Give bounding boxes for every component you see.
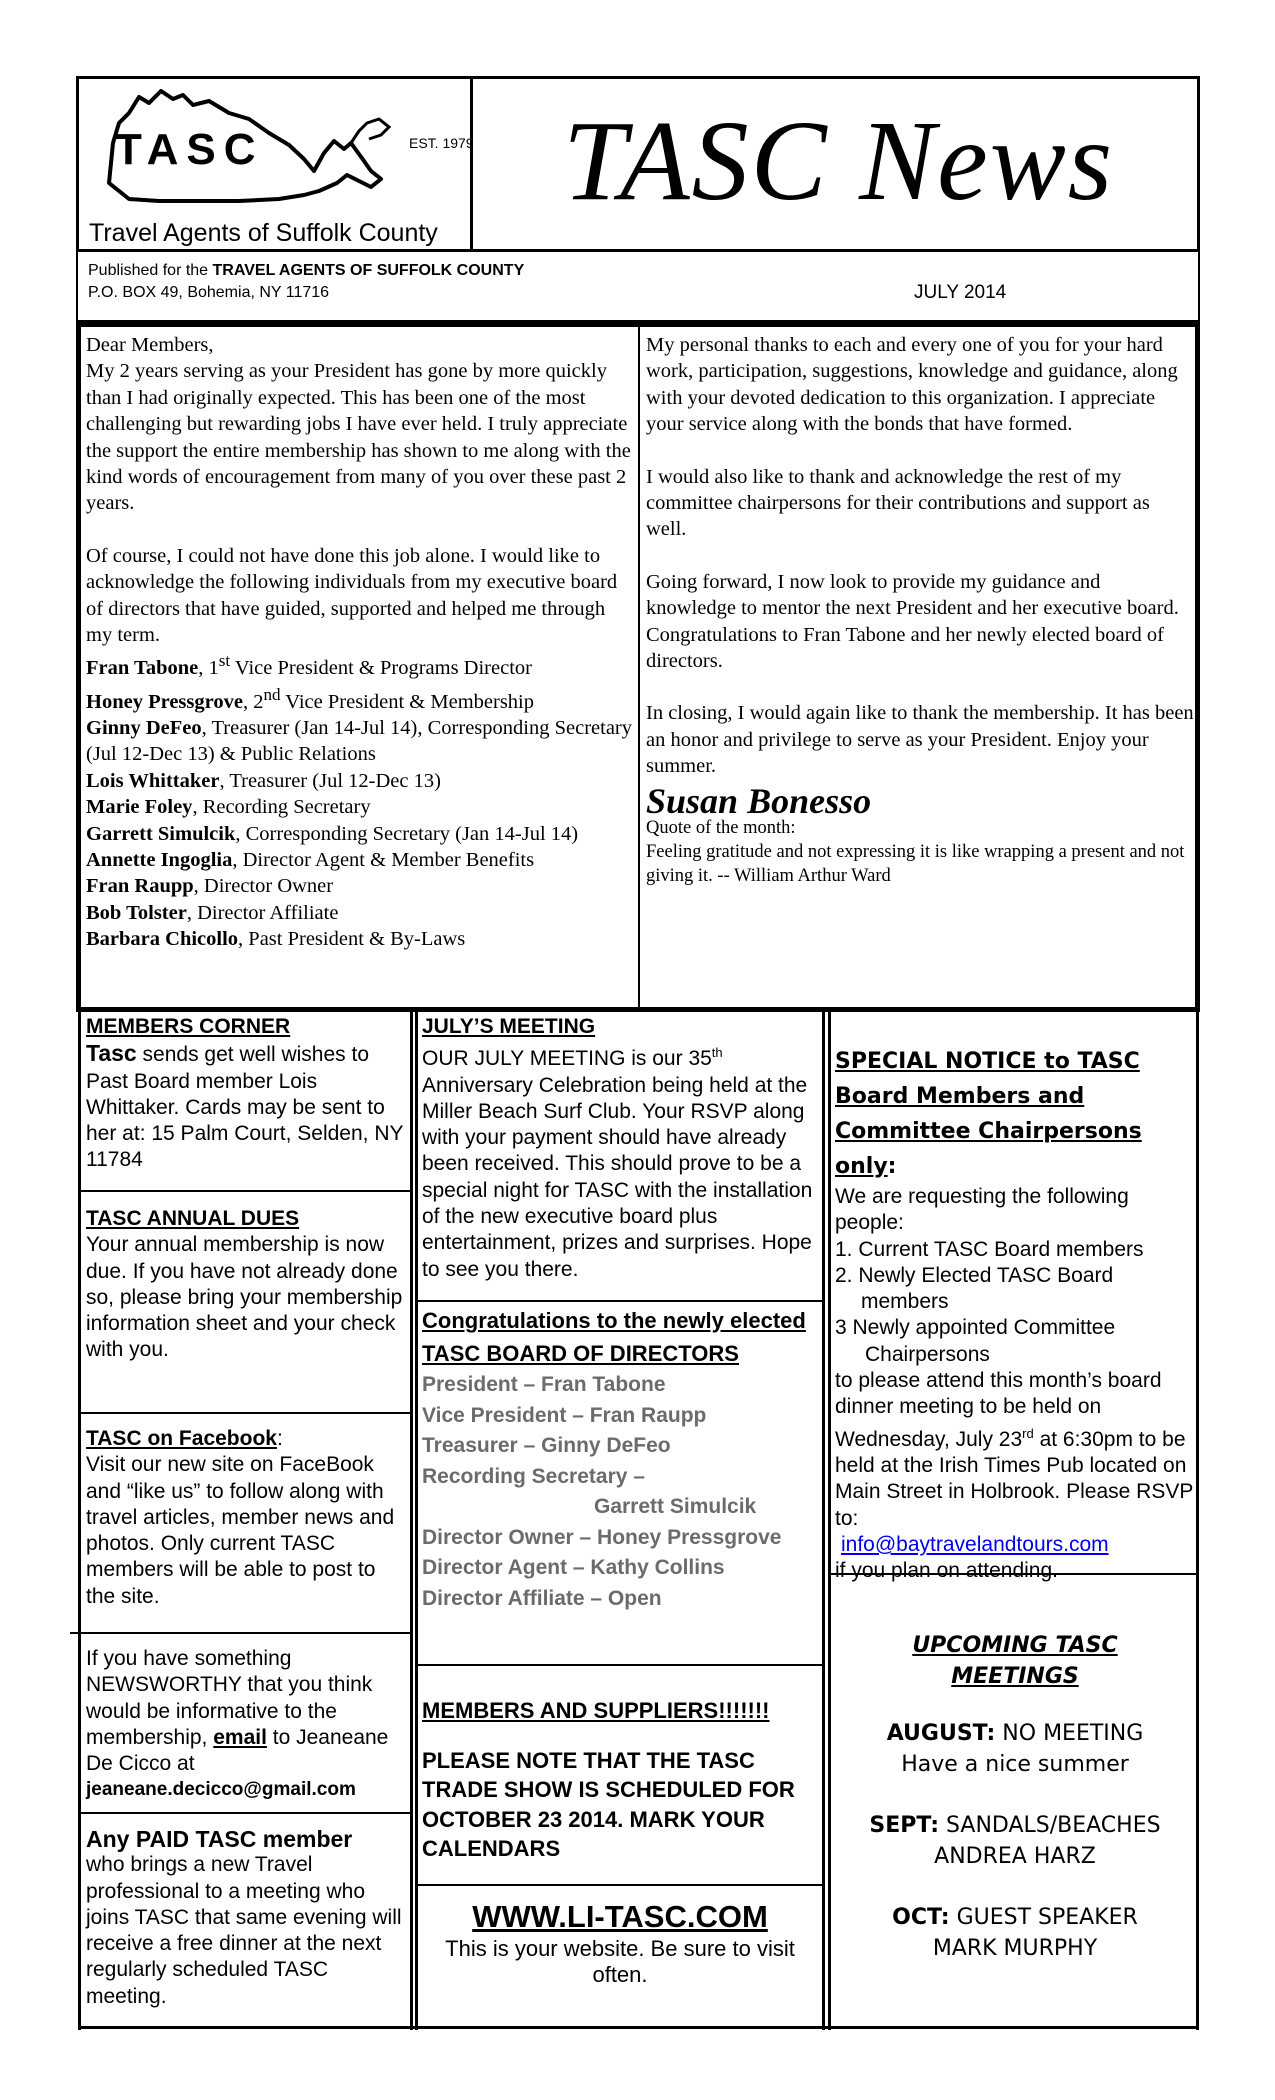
- new-board-item: Garrett Simulcik: [594, 1495, 757, 1518]
- new-board-section: [422, 1304, 818, 1614]
- logo-org-name: Travel Agents of Suffolk County: [89, 219, 438, 247]
- letter-para3: My personal thanks to each and every one of you for your hard work, participation, suggestions, knowledge and guidance, along with your devoted dedication to this organization. I appreciate your service along with the bonds that have formed.: [646, 334, 1178, 436]
- paid-member-text: who brings a new Travel professional to a meeting who joins TASC that same evening will receive a free dinner at the next regularly scheduled TASC meeting.: [86, 1853, 402, 2008]
- divider: [418, 1300, 822, 1302]
- issue-date: JULY 2014: [914, 282, 1007, 303]
- divider: [70, 1632, 410, 1634]
- new-board-item: Recording Secretary –: [422, 1464, 645, 1488]
- suppliers-section: [422, 1696, 818, 1864]
- members-corner-text: Tasc sends get well wishes to Past Board member Lois Whittaker. Cards may be sent to her at: 15 Palm Court, Selden, NY 11784: [86, 1040, 404, 1172]
- letter-right-column: [646, 332, 1194, 888]
- board-item: Marie Foley, Recording Secretary: [86, 796, 371, 819]
- letter-para6: In closing, I would again like to thank the membership. It has been an honor and privilege to serve as your President. Enjoy your summer.: [646, 702, 1194, 778]
- logo-box: [76, 76, 474, 252]
- annual-dues-heading: TASC ANNUAL DUES: [86, 1207, 300, 1230]
- board-item: Barbara Chicollo, Past President & By-Laws: [86, 928, 466, 951]
- letter-para2: Of course, I could not have done this job alone. I would like to acknowledge the following individuals from my executive board of directors that have guided, supported and helped me through my term.: [86, 544, 618, 647]
- letter-para5: Going forward, I now look to provide my guidance and knowledge to mentor the next President and her executive board. Congratulations to Fran Tabone and her newly elected board of directors.: [646, 570, 1179, 673]
- board-item: Fran Tabone, 1st Vice President & Programs Director: [86, 651, 532, 680]
- quote-text: Feeling gratitude and not expressing it is like wrapping a present and not giving it. -- William Arthur Ward: [646, 842, 1185, 887]
- members-corner-heading: MEMBERS CORNER: [86, 1015, 291, 1038]
- email-link[interactable]: email: [213, 1725, 267, 1749]
- title-box: [470, 76, 1200, 252]
- new-board-list: [422, 1370, 818, 1614]
- masthead-title: TASC News: [563, 97, 1115, 224]
- facebook-section: [86, 1426, 406, 1610]
- meeting-line: AUGUST: NO MEETING: [886, 1721, 1144, 1746]
- logo-est: EST. 1979: [409, 135, 474, 151]
- july-meeting-heading: JULY’S MEETING: [422, 1015, 596, 1038]
- special-notice-heading: SPECIAL NOTICE to TASC Board Members and Committee Chairpersons only:: [835, 1049, 1142, 1179]
- col3-left-border: [828, 1008, 831, 2030]
- col1-left-border: [78, 1008, 81, 2030]
- new-board-item: Director Owner – Honey Pressgrove: [422, 1525, 782, 1549]
- divider: [80, 1412, 410, 1414]
- members-corner: [86, 1014, 406, 1174]
- new-board-item: Vice President – Fran Raupp: [422, 1403, 707, 1427]
- col2-right-border: [822, 1008, 825, 2030]
- annual-dues-text: Your annual membership is now due. If you have not already done so, please bring your membership information sheet and your check with you.: [86, 1233, 403, 1362]
- meeting-line: SEPT: SANDALS/BEACHES: [869, 1813, 1161, 1838]
- divider: [418, 1664, 822, 1666]
- publisher-line: [88, 262, 524, 280]
- paid-member-heading: Any PAID TASC member: [86, 1826, 353, 1852]
- letter-left-column: [86, 332, 632, 953]
- divider: [80, 1812, 410, 1814]
- special-notice-closing: if you plan on attending.: [835, 1559, 1059, 1583]
- board-item: Fran Raupp, Director Owner: [86, 875, 334, 898]
- signature: Susan Bonesso: [646, 780, 872, 821]
- annual-dues: [86, 1206, 406, 1364]
- website-url[interactable]: WWW.LI-TASC.COM: [472, 1899, 768, 1934]
- board-item: Annette Ingoglia, Director Agent & Member Benefits: [86, 848, 535, 871]
- board-item: Ginny DeFeo, Treasurer (Jan 14-Jul 14), Corresponding Secretary (Jul 12-Dec 13) & Public Relations: [86, 716, 633, 766]
- facebook-heading: TASC on Facebook:: [86, 1427, 283, 1450]
- publisher-prefix: Published for the: [88, 262, 213, 279]
- publisher-name: TRAVEL AGENTS OF SUFFOLK COUNTY: [212, 262, 525, 279]
- new-board-item: President – Fran Tabone: [422, 1373, 666, 1396]
- july-meeting: [422, 1014, 818, 1283]
- paid-member-section: [86, 1826, 406, 2010]
- new-board-item: Treasurer – Ginny DeFeo: [422, 1434, 671, 1457]
- letter-para4: I would also like to thank and acknowledge the rest of my committee chairpersons for their contributions and support as well.: [646, 465, 1150, 541]
- letter-para1: My 2 years serving as your President has gone by more quickly than I had originally expected. This has been one of the most challenging but rewarding jobs I have ever held. I truly appreciate the support the entire membership has shown to me along with the kind words of encouragement from many of you over these past 2 years.: [86, 360, 631, 515]
- notice-item: 1. Current TASC Board members: [835, 1237, 1144, 1261]
- meeting-line: OCT: GUEST SPEAKER: [892, 1905, 1138, 1930]
- facebook-text: Visit our new site on FaceBook and “like us” to follow along with travel articles, member news and photos. Only current TASC members will be able to post to the site.: [86, 1453, 395, 1608]
- suppliers-text: PLEASE NOTE THAT THE TASC TRADE SHOW IS SCHEDULED FOR OCTOBER 23 2014. MARK YOUR CALENDARS: [422, 1747, 795, 1861]
- col2-left-border: [415, 1008, 418, 2030]
- logo-abbrev: TASC: [115, 125, 264, 174]
- website-section: [420, 1898, 820, 1989]
- col1-right-border: [410, 1008, 413, 2030]
- meeting-line: ANDREA HARZ: [934, 1844, 1096, 1869]
- upcoming-heading: UPCOMING TASC MEETINGS: [912, 1633, 1118, 1689]
- newsworthy-section: [86, 1646, 406, 1804]
- divider: [418, 1884, 822, 1886]
- board-list: [86, 648, 632, 952]
- special-notice-details: to please attend this month’s board dinner meeting to be held on Wednesday, July 23rd at 6:30pm to be held at the Irish Times Pub located on Main Street in Holbrook. Please RSVP to:: [835, 1369, 1193, 1530]
- new-board-heading: Congratulations to the newly elected TASC BOARD OF DIRECTORS: [422, 1308, 806, 1366]
- new-board-item: Director Affiliate – Open: [422, 1586, 662, 1610]
- notice-item: 3 Newly appointed Committee Chairpersons: [835, 1316, 1116, 1366]
- suppliers-heading: MEMBERS AND SUPPLIERS!!!!!!!: [422, 1698, 770, 1723]
- col3-right-border: [1196, 1008, 1199, 2030]
- notice-item: 2. Newly Elected TASC Board members: [835, 1263, 1114, 1314]
- board-item: Bob Tolster, Director Affiliate: [86, 901, 339, 924]
- special-notice: [835, 1044, 1195, 1584]
- new-board-item: Director Agent – Kathy Collins: [422, 1556, 725, 1579]
- rsvp-email-link[interactable]: info@baytravelandtours.com: [841, 1532, 1109, 1556]
- letter-divider: [638, 325, 640, 1009]
- board-item: Honey Pressgrove, 2nd Vice President & Membership: [86, 684, 534, 713]
- board-item: Garrett Simulcik, Corresponding Secretary (Jan 14-Jul 14): [86, 822, 579, 845]
- letter-greeting: Dear Members,: [86, 334, 214, 356]
- board-item: Lois Whittaker, Treasurer (Jul 12-Dec 13): [86, 769, 441, 792]
- special-notice-intro: We are requesting the following people:: [835, 1185, 1129, 1235]
- bottom-border: [78, 2026, 1199, 2029]
- meeting-line: MARK MURPHY: [932, 1936, 1098, 1961]
- publisher-address: P.O. BOX 49, Bohemia, NY 11716: [88, 284, 330, 301]
- upcoming-meetings: [835, 1630, 1195, 1964]
- quote-label: Quote of the month:: [646, 818, 796, 839]
- website-text: This is your website. Be sure to visit often.: [445, 1936, 795, 1988]
- divider: [80, 1190, 410, 1192]
- july-meeting-text: OUR JULY MEETING is our 35th Anniversary Celebration being held at the Miller Beach Surf Club. Your RSVP along with your payment should have already been received. This should prove to be a special night for TASC with the installation of the new executive board plus entertainment, prizes and surprises. Hope to see you there.: [422, 1045, 813, 1281]
- meeting-line: Have a nice summer: [901, 1752, 1129, 1777]
- newsworthy-text: If you have something NEWSWORTHY that you think would be informative to the membership, email to Jeaneane De Cicco at: [86, 1647, 389, 1776]
- newsworthy-email[interactable]: jeaneane.decicco@gmail.com: [86, 1779, 356, 1801]
